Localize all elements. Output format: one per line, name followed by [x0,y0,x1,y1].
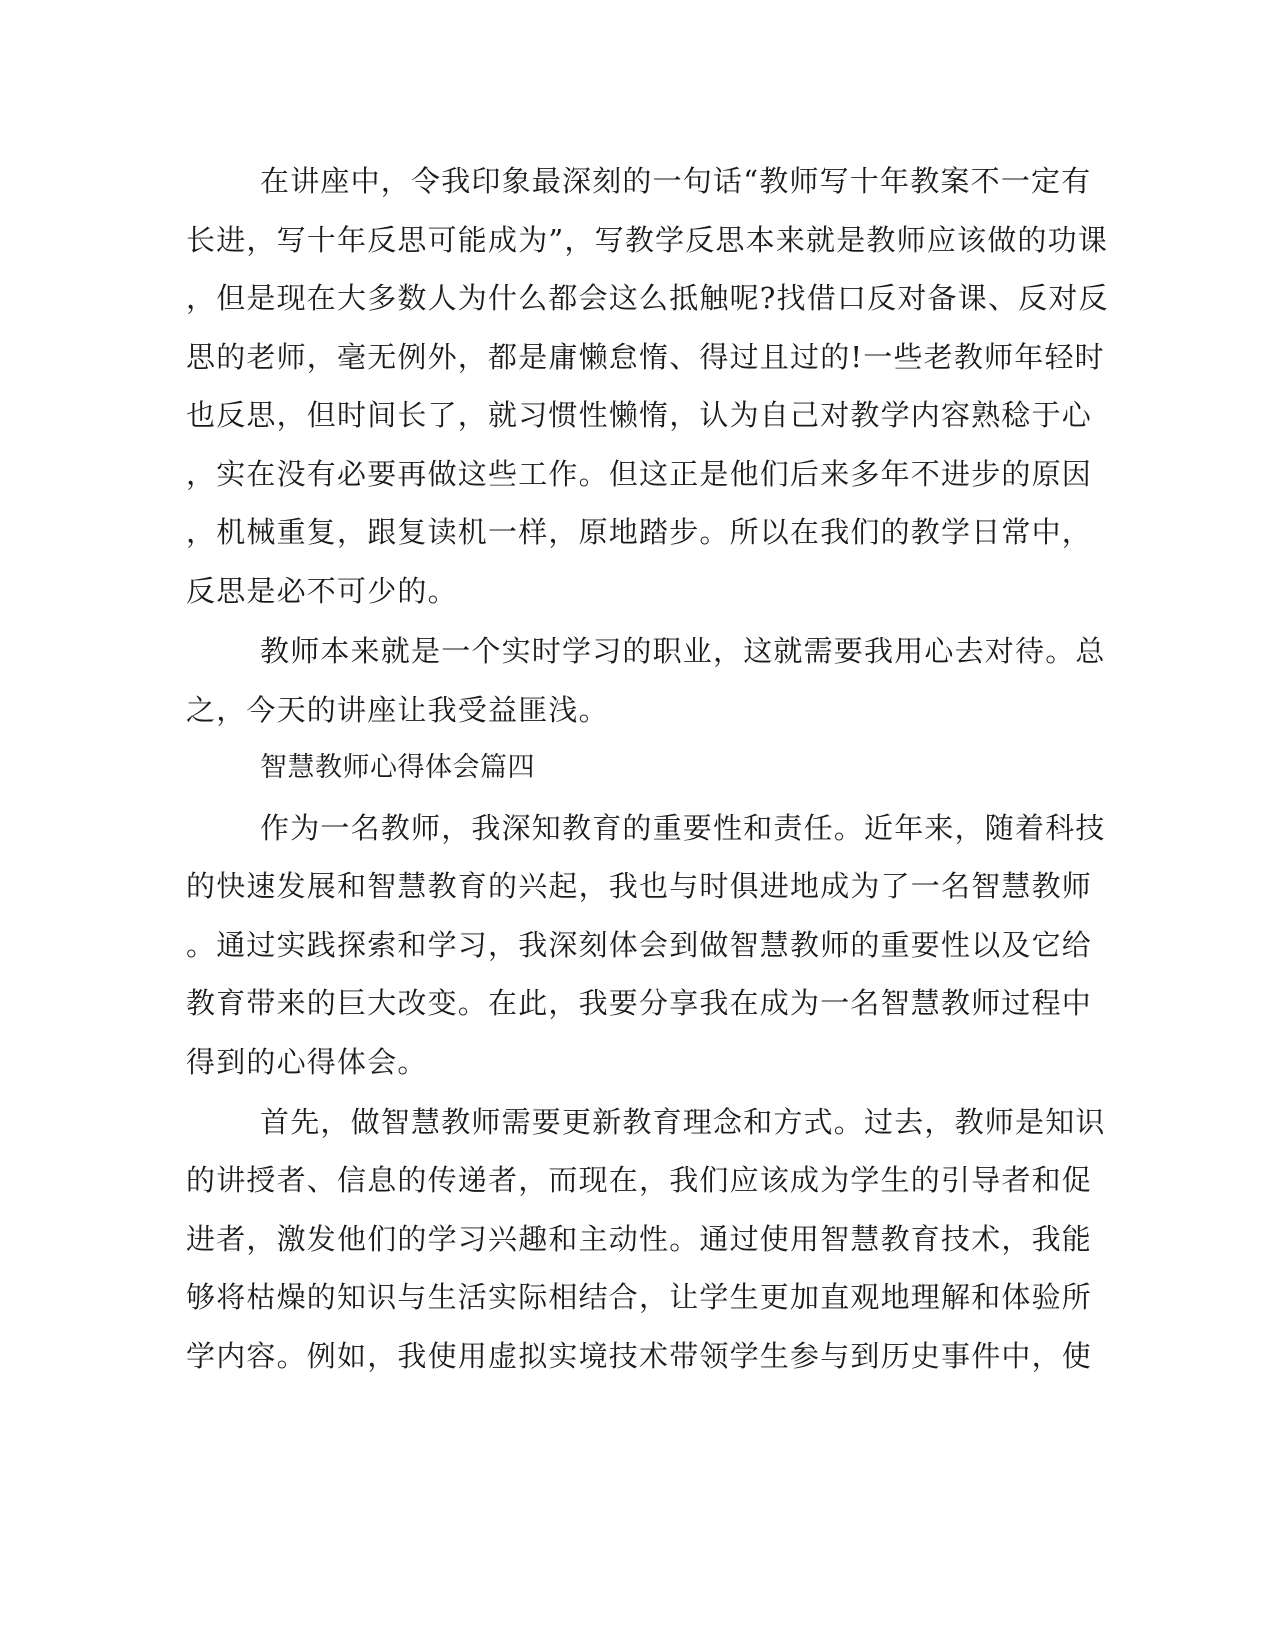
paragraph-1-line-8: 反思是必不可少的。 [186,574,458,608]
paragraph-1-line-2: 长进，写十年反思可能成为”，写教学反思本来就是教师应该做的功课 [186,223,1109,257]
paragraph-2-line-2: 之，今天的讲座让我受益匪浅。 [186,693,609,727]
paragraph-4-line-5: 学内容。例如，我使用虚拟实境技术带领学生参与到历史事件中，使 [186,1339,1093,1373]
paragraph-2-line-1: 教师本来就是一个实时学习的职业，这就需要我用心去对待。总 [260,634,1106,668]
paragraph-1-line-4: 思的老师，毫无例外，都是庸懒怠惰、得过且过的!一些老教师年轻时 [186,340,1105,374]
section-heading: 智慧教师心得体会篇四 [260,752,535,783]
paragraph-1-line-6: ，实在没有必要再做这些工作。但这正是他们后来多年不进步的原因 [186,457,1093,491]
paragraph-3-line-3: 。通过实践探索和学习，我深刻体会到做智慧教师的重要性以及它给 [186,928,1093,962]
paragraph-3-line-5: 得到的心得体会。 [186,1045,428,1079]
paragraph-1-line-3: ，但是现在大多数人为什么都会这么抵触呢?找借口反对备课、反对反 [186,281,1109,315]
paragraph-1-line-7: ，机械重复，跟复读机一样，原地踏步。所以在我们的教学日常中， [186,515,1093,549]
paragraph-4-line-3: 进者，激发他们的学习兴趣和主动性。通过使用智慧教育技术，我能 [186,1222,1093,1256]
paragraph-3-line-1: 作为一名教师，我深知教育的重要性和责任。近年来，随着科技 [260,811,1106,845]
paragraph-4-line-2: 的讲授者、信息的传递者，而现在，我们应该成为学生的引导者和促 [186,1163,1093,1197]
paragraph-3-line-2: 的快速发展和智慧教育的兴起，我也与时俱进地成为了一名智慧教师 [186,869,1093,903]
paragraph-4-line-4: 够将枯燥的知识与生活实际相结合，让学生更加直观地理解和体验所 [186,1280,1093,1314]
paragraph-1-line-5: 也反思，但时间长了，就习惯性懒惰，认为自己对教学内容熟稔于心 [186,398,1093,432]
paragraph-4-line-1: 首先，做智慧教师需要更新教育理念和方式。过去，教师是知识 [260,1105,1106,1139]
paragraph-3-line-4: 教育带来的巨大改变。在此，我要分享我在成为一名智慧教师过程中 [186,986,1093,1020]
paragraph-1-line-1: 在讲座中，令我印象最深刻的一句话“教师写十年教案不一定有 [260,164,1092,198]
